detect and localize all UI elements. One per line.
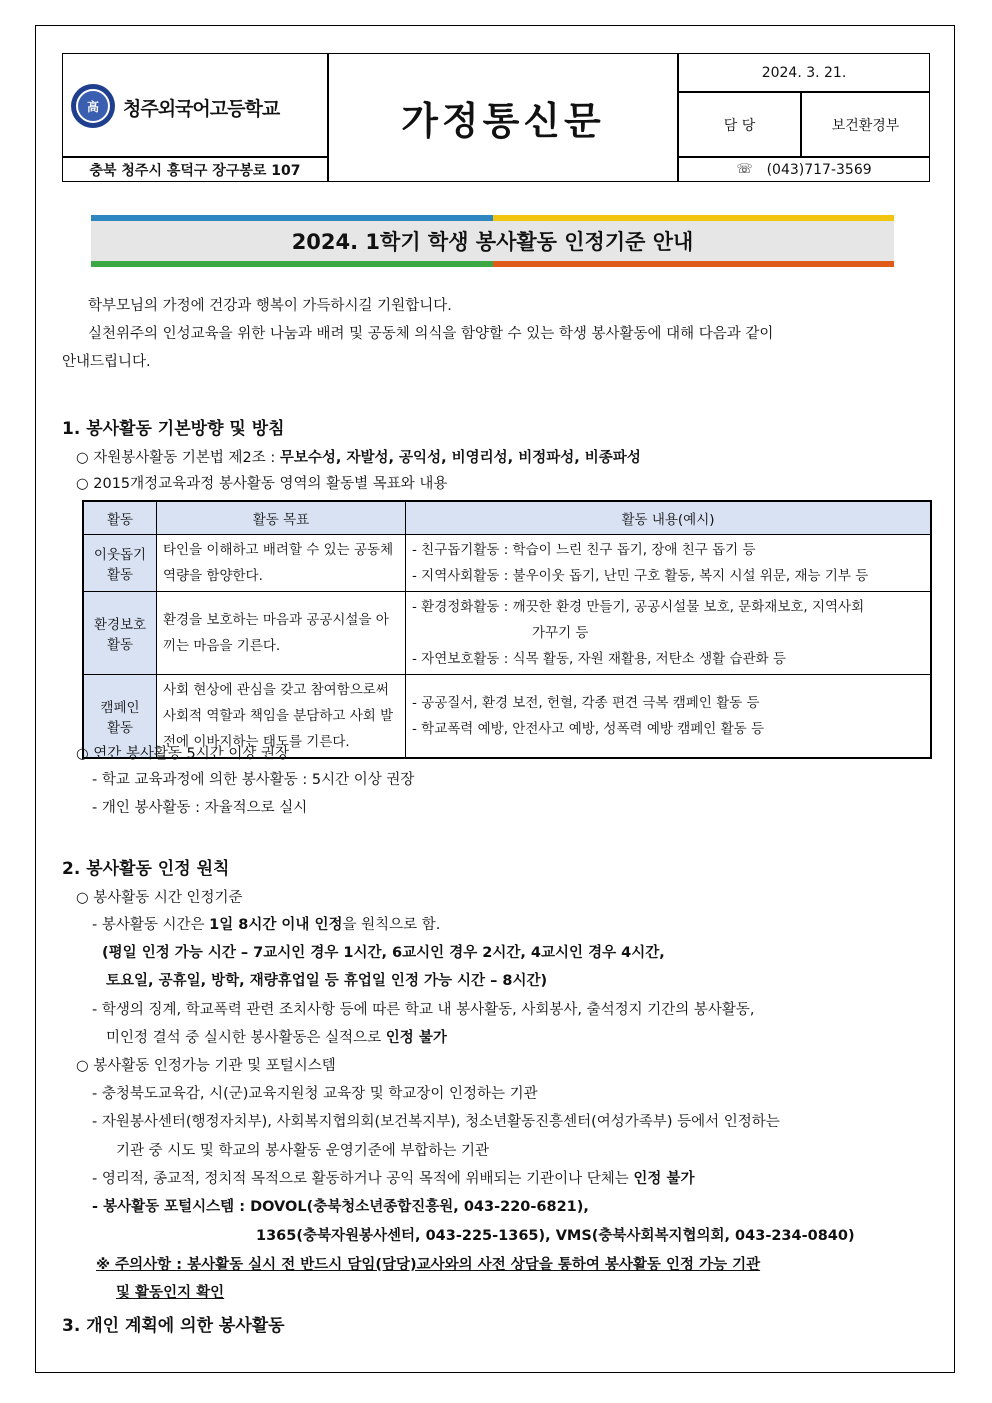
table-row xyxy=(83,592,931,675)
logo-emblem: 高 xyxy=(76,89,110,123)
intro-line-3: 안내드립니다. xyxy=(62,354,151,370)
section-2-sub-2: ○ 봉사활동 인정가능 기관 및 포털시스템 xyxy=(76,1058,336,1074)
section-2-line xyxy=(92,913,440,934)
content-line: - 공공질서, 환경 보전, 헌혈, 각종 편견 극복 캠페인 활동 등 xyxy=(412,695,760,711)
section-1-heading: 1. 봉사활동 기본방향 및 방침 xyxy=(62,419,285,439)
banner-title: 2024. 1학기 학생 봉사활동 인정기준 안내 xyxy=(91,221,894,261)
text-part: 미인정 결석 중 실시한 봉사활동은 실적으로 xyxy=(106,1030,386,1046)
document-title: 가정통신문 xyxy=(328,53,678,182)
section-1-item-2: ○ 2015개정교육과정 봉사활동 영역의 활동별 목표와 내용 xyxy=(76,476,448,492)
activity-goal: 환경을 보호하는 마음과 공공시설을 아끼는 마음을 기른다. xyxy=(157,592,406,675)
activity-category xyxy=(83,592,157,675)
section-2-line: (평일 인정 가능 시간 – 7교시인 경우 1시간, 6교시인 경우 2시간, 4교시인 경우 4시간, xyxy=(102,945,665,961)
section-2-line: - 자원봉사센터(행정자치부), 사회복지협의회(보건복지부), 청소년활동진흥센터(여성가족부) 등에서 인정하는 xyxy=(92,1114,780,1130)
section-2-line: - 충청북도교육감, 시(군)교육지원청 교육장 및 학교장이 인정하는 기관 xyxy=(92,1086,538,1102)
school-logo-icon xyxy=(71,84,115,128)
activity-content xyxy=(406,675,932,759)
banner-bottom-bar xyxy=(91,261,894,267)
section-2-line: - 학생의 징계, 학교폭력 관련 조치사항 등에 따른 학교 내 봉사활동, 사회봉사, 출석정지 기간의 봉사활동, xyxy=(92,1002,755,1018)
contact-phone xyxy=(678,157,930,182)
activity-category xyxy=(83,535,157,592)
section-2-sub-1: ○ 봉사활동 시간 인정기준 xyxy=(76,890,243,906)
intro-line-2: 실천위주의 인성교육을 위한 나눔과 배려 및 공동체 의식을 함양할 수 있는 학생 봉사활동에 대해 다음과 같이 xyxy=(88,326,774,342)
person-in-charge-label: 담 당 xyxy=(678,92,801,157)
category-line: 캠페인 xyxy=(100,700,140,716)
category-line: 활동 xyxy=(106,567,134,583)
section-1-item-3: ○ 연간 봉사활동 5시간 이상 권장 xyxy=(76,746,290,762)
text-part: - 봉사활동 시간은 xyxy=(92,917,210,933)
text-part: 을 원칙으로 함. xyxy=(342,917,441,933)
table-row xyxy=(83,535,931,592)
category-line: 활동 xyxy=(106,637,134,653)
section-1-item-3b: - 개인 봉사활동 : 자율적으로 실시 xyxy=(92,800,308,816)
table-header: 활동 xyxy=(83,501,157,535)
category-line: 이웃돕기 xyxy=(93,547,147,563)
content-line: - 지역사회활동 : 불우이웃 돕기, 난민 구호 활동, 복지 시설 위문, 재능 기부 등 xyxy=(412,568,869,584)
caution-note: ※ 주의사항 : 봉사활동 실시 전 반드시 담임(담당)교사와의 사전 상담을 통하여 봉사활동 인정 가능 기관 xyxy=(96,1257,761,1273)
section-3-heading: 3. 개인 계획에 의한 봉사활동 xyxy=(62,1316,285,1336)
content-line: - 환경정화활동 : 깨끗한 환경 만들기, 공공시설물 보호, 문화재보호, 지역사회 xyxy=(412,599,865,615)
content-line: - 학교폭력 예방, 안전사고 예방, 성폭력 예방 캠페인 활동 등 xyxy=(412,721,765,737)
intro-line-1: 학부모님의 가정에 건강과 행복이 가득하시길 기원합니다. xyxy=(88,298,452,314)
category-line: 활동 xyxy=(106,720,134,736)
phone-icon: ☏ xyxy=(736,162,753,177)
table-header: 활동 내용(예시) xyxy=(406,501,932,535)
content-line: - 친구돕기활동 : 학습이 느린 친구 돕기, 장애 친구 돕기 등 xyxy=(412,542,756,558)
activity-goal: 타인을 이해하고 배려할 수 있는 공동체 역량을 함양한다. xyxy=(157,535,406,592)
portal-systems-cont: 1365(충북자원봉사센터, 043-225-1365), VMS(충북사회복지협의회, 043-234-0840) xyxy=(256,1228,855,1244)
table-header-row xyxy=(83,501,931,535)
activity-goal: 사회 현상에 관심을 갖고 참여함으로써 사회적 역할과 책임을 분담하고 사회 발전에 이바지하는 태도를 기른다. xyxy=(157,675,406,759)
section-2-heading: 2. 봉사활동 인정 원칙 xyxy=(62,859,230,879)
school-address: 충북 청주시 흥덕구 장구봉로 107 xyxy=(62,157,328,182)
activity-table xyxy=(82,500,932,759)
letter-header xyxy=(62,53,930,182)
school-box xyxy=(62,53,328,157)
text-part: - 영리적, 종교적, 정치적 목적으로 활동하거나 공익 목적에 위배되는 기관이나 단체는 xyxy=(92,1171,634,1187)
category-line: 환경보호 xyxy=(93,617,147,633)
section-1-item-1 xyxy=(76,446,641,467)
item-1-prefix: ○ 자원봉사활동 기본법 제2조 : xyxy=(76,450,280,466)
school-name: 청주외국어고등학교 xyxy=(123,98,280,120)
section-1-item-3a: - 학교 교육과정에 의한 봉사활동 : 5시간 이상 권장 xyxy=(92,772,415,788)
table-header: 활동 목표 xyxy=(157,501,406,535)
content-line: 가꾸기 등 xyxy=(532,625,589,641)
section-2-line xyxy=(106,1026,447,1047)
issue-date: 2024. 3. 21. xyxy=(678,53,930,92)
department: 보건환경부 xyxy=(801,92,930,157)
title-banner xyxy=(91,215,894,267)
daily-limit: 1일 8시간 이내 인정 xyxy=(209,917,343,933)
not-recognized: 인정 불가 xyxy=(633,1171,695,1187)
activity-content xyxy=(406,535,932,592)
item-1-principles: 무보수성, 자발성, 공익성, 비영리성, 비정파성, 비종파성 xyxy=(279,450,641,466)
phone-number: (043)717-3569 xyxy=(766,161,872,178)
content-line: - 자연보호활동 : 식목 활동, 자원 재활용, 저탄소 생활 습관화 등 xyxy=(412,651,786,667)
caution-note-cont: 및 활동인지 확인 xyxy=(116,1285,225,1301)
section-2-line: 토요일, 공휴일, 방학, 재량휴업일 등 휴업일 인정 가능 시간 – 8시간) xyxy=(106,973,548,989)
not-recognized: 인정 불가 xyxy=(385,1030,447,1046)
portal-systems: - 봉사활동 포털시스템 : DOVOL(충북청소년종합진흥원, 043-220-6821), xyxy=(92,1199,589,1215)
activity-content xyxy=(406,592,932,675)
section-2-line: 기관 중 시도 및 학교의 봉사활동 운영기준에 부합하는 기관 xyxy=(116,1143,490,1159)
section-2-line xyxy=(92,1167,694,1188)
